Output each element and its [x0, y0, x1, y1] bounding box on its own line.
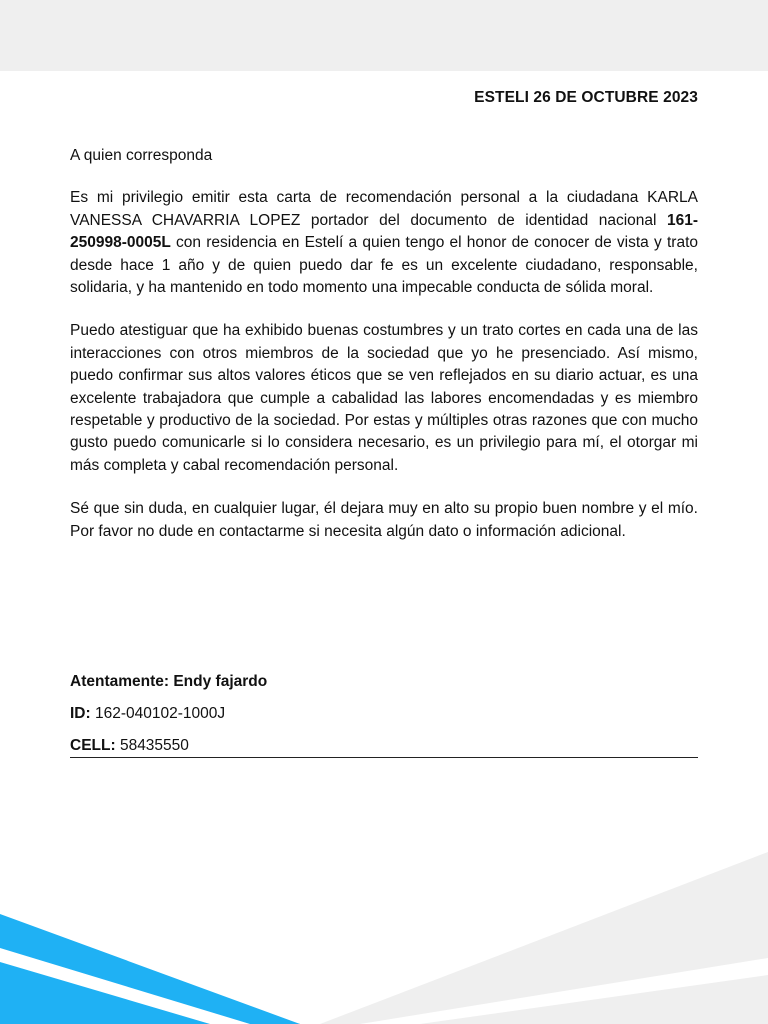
id-line	[70, 703, 698, 735]
cell-value: 58435550	[115, 737, 189, 754]
id-value: 162-040102-1000J	[90, 705, 226, 722]
header-band	[0, 0, 768, 71]
letter-date: ESTELI 26 DE OCTUBRE 2023	[474, 89, 698, 106]
closing-line	[70, 671, 698, 703]
gray-swoosh	[320, 852, 768, 1024]
cell-label: CELL:	[70, 737, 116, 754]
white-stripe	[0, 948, 250, 1024]
signature-rule	[70, 757, 698, 758]
white-swoosh-stripe	[360, 958, 768, 1024]
paragraph-1-text-b: con residencia en Estelí a quien tengo el honor de conocer de vista y trato desde hace 1 año y de quien puedo dar fe es un excelente ciudadano, responsable, solidaria, y ha mantenido en todo momento una impecable conducta de sólida moral.	[70, 234, 698, 297]
id-label: ID:	[70, 705, 91, 722]
paragraph-2: Puedo atestiguar que ha exhibido buenas costumbres y un trato cortes en cada una de las interacciones con otros miembros de la sociedad que yo he presenciado. Así mismo, puedo confirmar sus altos valores éticos que se ven reflejados en su diario actuar, es una excelente trabajadora que cumple a cabalidad las labores encomendadas y es miembro respetable y productivo de la sociedad. Por estas y múltiples otras razones que con mucho gusto puedo comunicarle si lo considera necesario, es un privilegio para mí, el otorgar mi más completa y cabal recomendación personal.	[70, 322, 698, 474]
closing-text: Atentamente: Endy fajardo	[70, 673, 268, 690]
cell-line	[70, 735, 698, 767]
letter-body	[70, 145, 698, 564]
paragraph-1-text-a: Es mi privilegio emitir esta carta de recomendación personal a la ciudadana KARLA VANESSA CHAVARRIA LOPEZ portador del documento de identidad nacional	[70, 189, 698, 229]
national-id: 161-250998-0005L	[70, 211, 698, 252]
signature-block	[70, 671, 698, 767]
blue-swoosh	[0, 914, 300, 1024]
paragraph-3: Sé que sin duda, en cualquier lugar, él dejara muy en alto su propio buen nombre y el mío. Por favor no dude en contactarme si necesita algún dato o información adicional.	[70, 500, 698, 540]
paragraph-1	[70, 187, 698, 299]
blue-swoosh-main	[0, 914, 300, 1024]
greeting: A quien corresponda	[70, 147, 213, 164]
